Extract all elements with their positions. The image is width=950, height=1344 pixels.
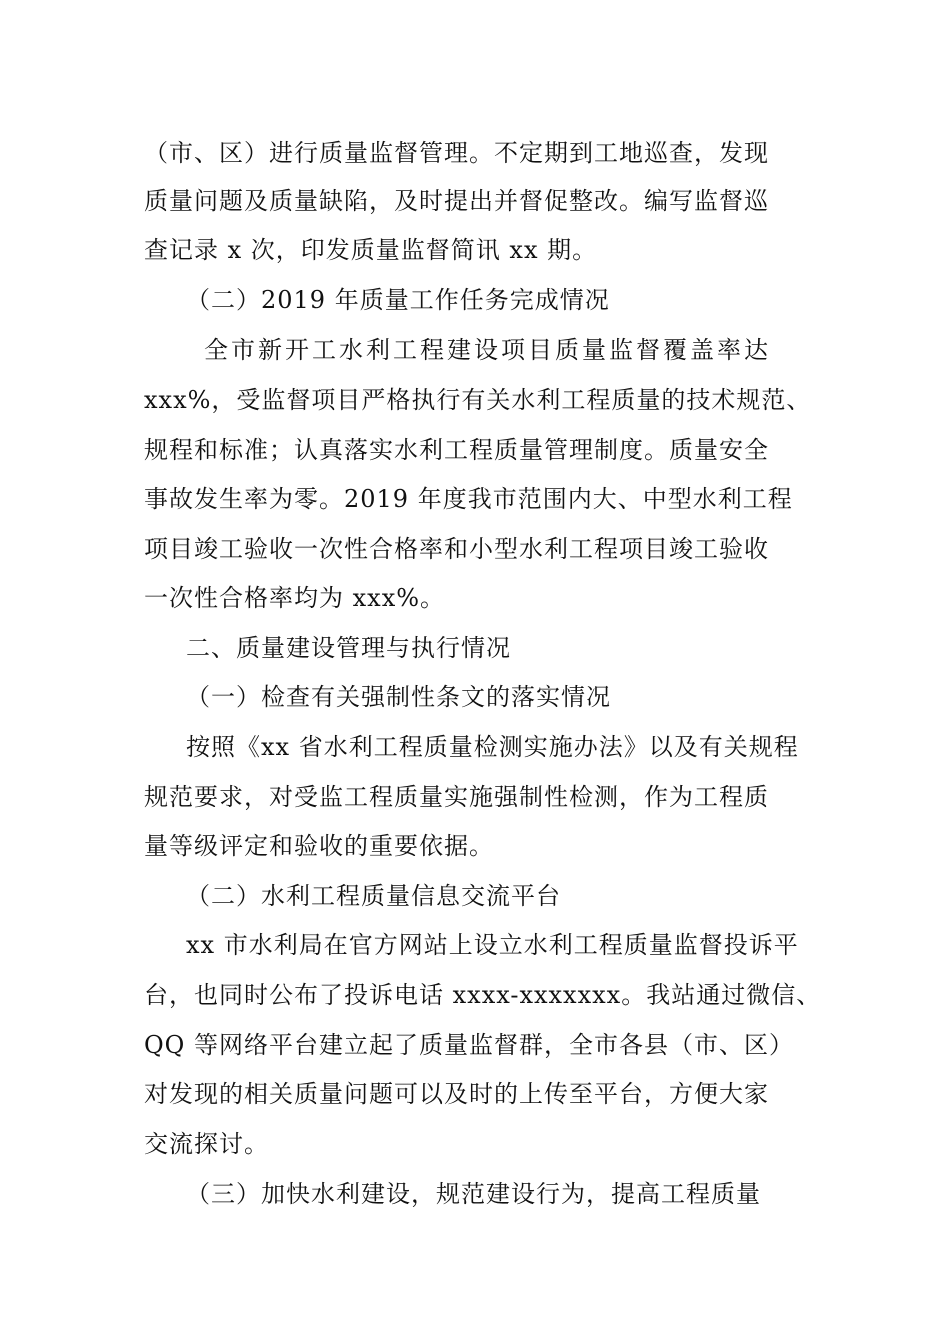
text-line: QQ 等网络平台建立起了质量监督群，全市各县（市、区） <box>144 1031 794 1059</box>
text-line: 交流探讨。 <box>144 1130 269 1158</box>
text-line: 质量问题及质量缺陷，及时提出并督促整改。编写监督巡 <box>144 187 769 215</box>
text-line: （市、区）进行质量监督管理。不定期到工地巡查，发现 <box>144 139 769 167</box>
text-line: 量等级评定和验收的重要依据。 <box>144 832 494 860</box>
text-line: 规程和标准；认真落实水利工程质量管理制度。质量安全 <box>144 436 769 464</box>
section-heading: （二）水利工程质量信息交流平台 <box>186 882 561 910</box>
text-line: 全市新开工水利工程建设项目质量监督覆盖率达 <box>204 336 771 364</box>
section-heading: （一）检查有关强制性条文的落实情况 <box>186 683 611 711</box>
text-line: 规范要求，对受监工程质量实施强制性检测，作为工程质 <box>144 783 769 811</box>
text-line: xx 市水利局在官方网站上设立水利工程质量监督投诉平 <box>186 931 799 959</box>
text-line: 项目竣工验收一次性合格率和小型水利工程项目竣工验收 <box>144 535 769 563</box>
text-line: 台，也同时公布了投诉电话 xxxx-xxxxxxx。我站通过微信、 <box>144 981 822 1009</box>
text-line: 事故发生率为零。2019 年度我市范围内大、中型水利工程 <box>144 485 793 513</box>
text-line: xxx%，受监督项目严格执行有关水利工程质量的技术规范、 <box>144 386 812 414</box>
section-heading: 二、质量建设管理与执行情况 <box>186 634 511 662</box>
text-line: 按照《xx 省水利工程质量检测实施办法》以及有关规程 <box>186 733 799 761</box>
text-line: 对发现的相关质量问题可以及时的上传至平台，方便大家 <box>144 1080 769 1108</box>
text-line: 一次性合格率均为 xxx%。 <box>144 584 446 612</box>
section-heading: （三）加快水利建设，规范建设行为，提高工程质量 <box>186 1180 761 1208</box>
section-heading: （二）2019 年质量工作任务完成情况 <box>186 286 610 314</box>
text-line: 查记录 x 次，印发质量监督简讯 xx 期。 <box>144 236 598 264</box>
